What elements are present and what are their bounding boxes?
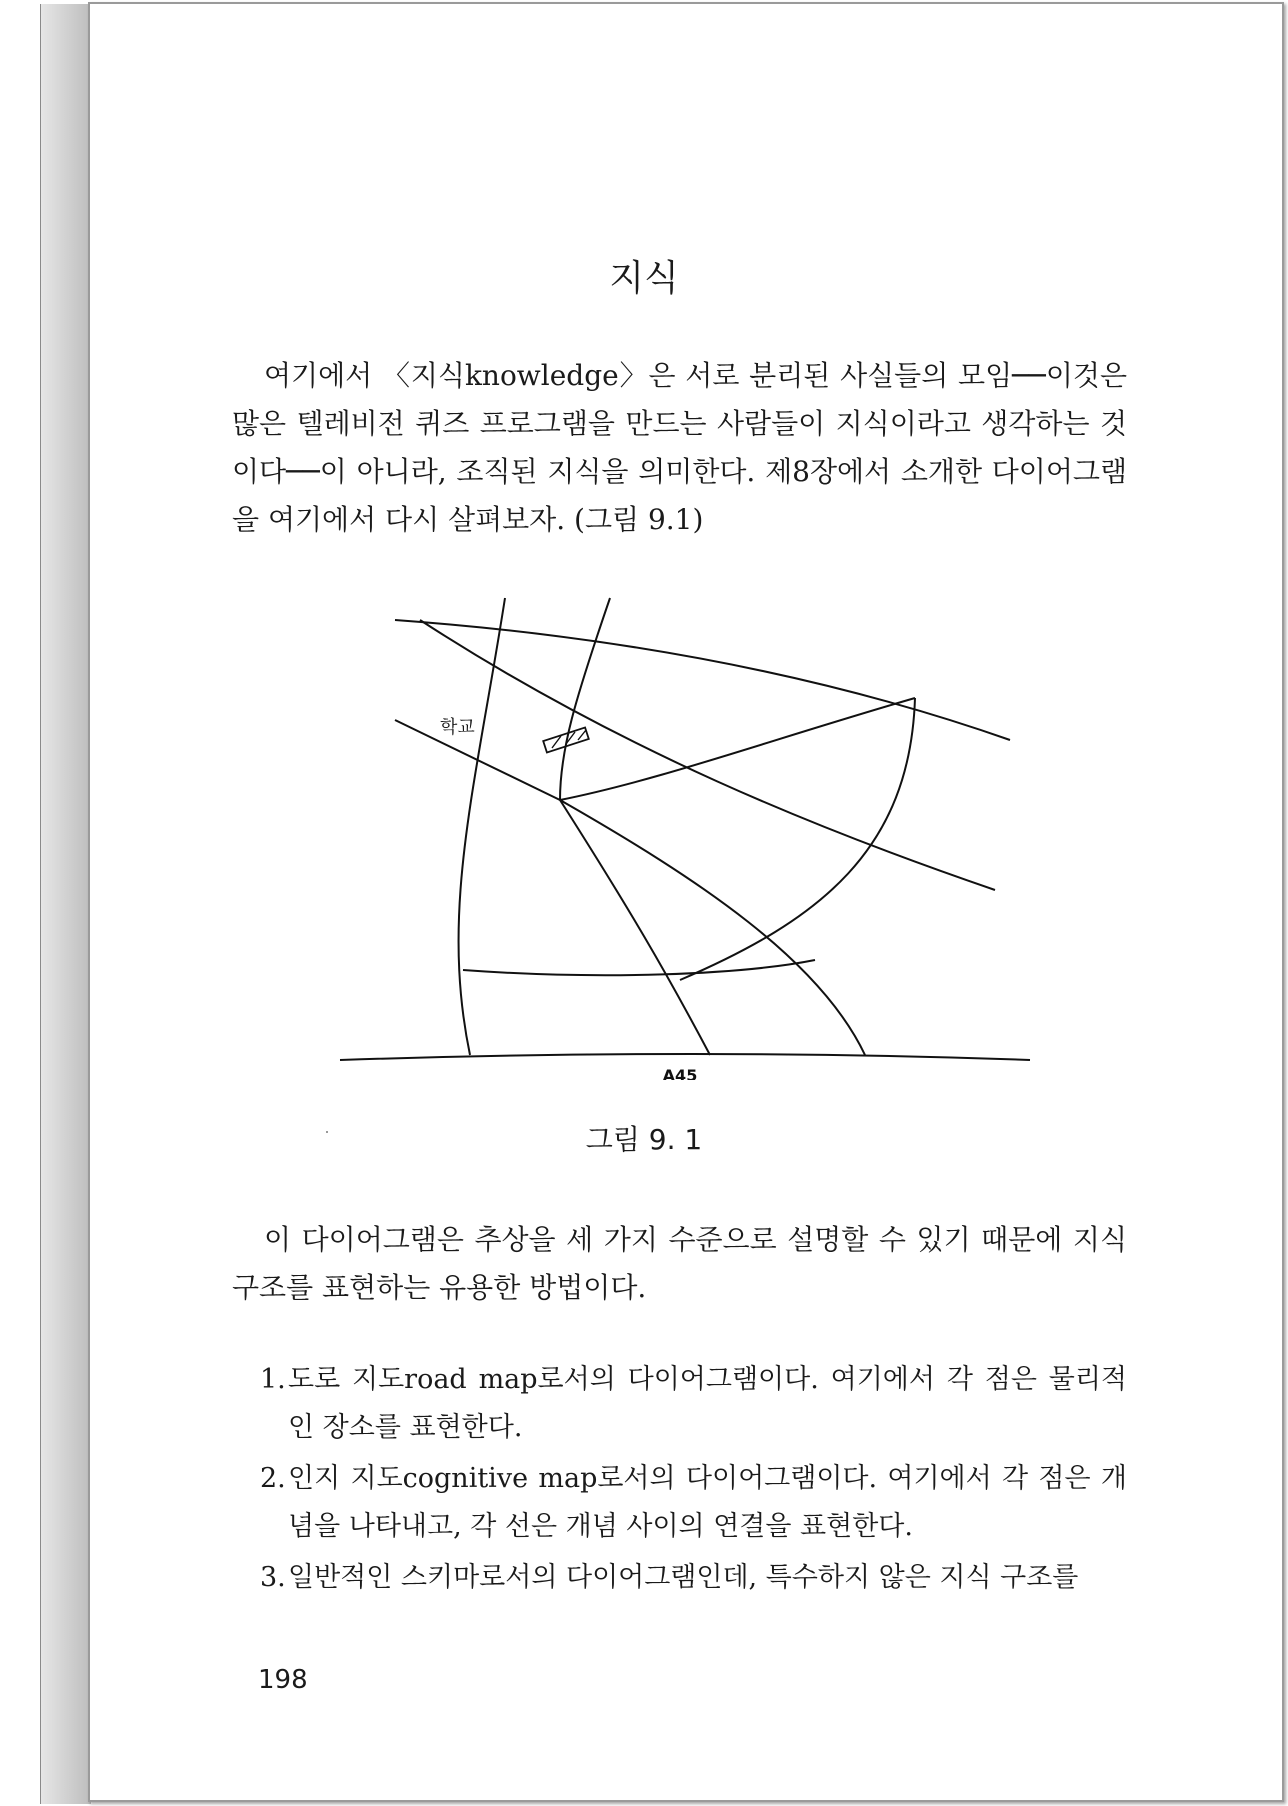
list-item-number: 3. [260,1562,286,1593]
page-number: 198 [258,1665,308,1695]
list-item [260,1455,1127,1551]
road-second-vertical [560,598,710,1055]
list-item-number: 1. [260,1364,286,1395]
road-right-curve [680,698,915,980]
road-se [560,800,865,1055]
road-left-vertical [459,598,505,1055]
body-paragraph: 이 다이어그램은 추상을 세 가지 수준으로 설명할 수 있기 때문에 지식 구조를 표현하는 유용한 방법이다. [232,1223,1127,1304]
list-item-text: 도로 지도road map로서의 다이어그램이다. 여기에서 각 점은 물리적인 장소를 표현한다. [288,1364,1127,1443]
road-horizontal [463,960,815,975]
page-title: 지식 [609,258,679,299]
road-a45 [340,1054,1030,1060]
road-label-a45: A45 [662,1066,698,1080]
list-item-text: 일반적인 스키마로서의 다이어그램인데, 특수하지 않은 지식 구조를 [288,1562,1079,1593]
list-item-number: 2. [260,1463,286,1494]
road-top [395,620,1010,740]
road-ne [560,698,915,800]
road-school [395,720,560,800]
numbered-list [260,1356,1127,1605]
list-item [260,1356,1127,1452]
intro-paragraph: 여기에서 〈지식knowledge〉은 서로 분리된 사실들의 모임──이것은 많은 텔레비전 퀴즈 프로그램을 만드는 사람들이 지식이라고 생각하는 것이다──이 아니라, 조직된 지식을 의미한다. 제8장에서 소개한 다이어그램을 여기에서 다시 살펴보자. (그림 9.1) [232,359,1127,536]
list-item-text: 인지 지도cognitive map로서의 다이어그램이다. 여기에서 각 점은 개념을 나타내고, 각 선은 개념 사이의 연결을 표현한다. [288,1463,1127,1542]
school-label: 학교 [440,717,475,738]
figure-caption: 그림 9. 1 [585,1123,703,1156]
list-item [260,1554,1127,1602]
road-diagram [320,590,1050,1080]
